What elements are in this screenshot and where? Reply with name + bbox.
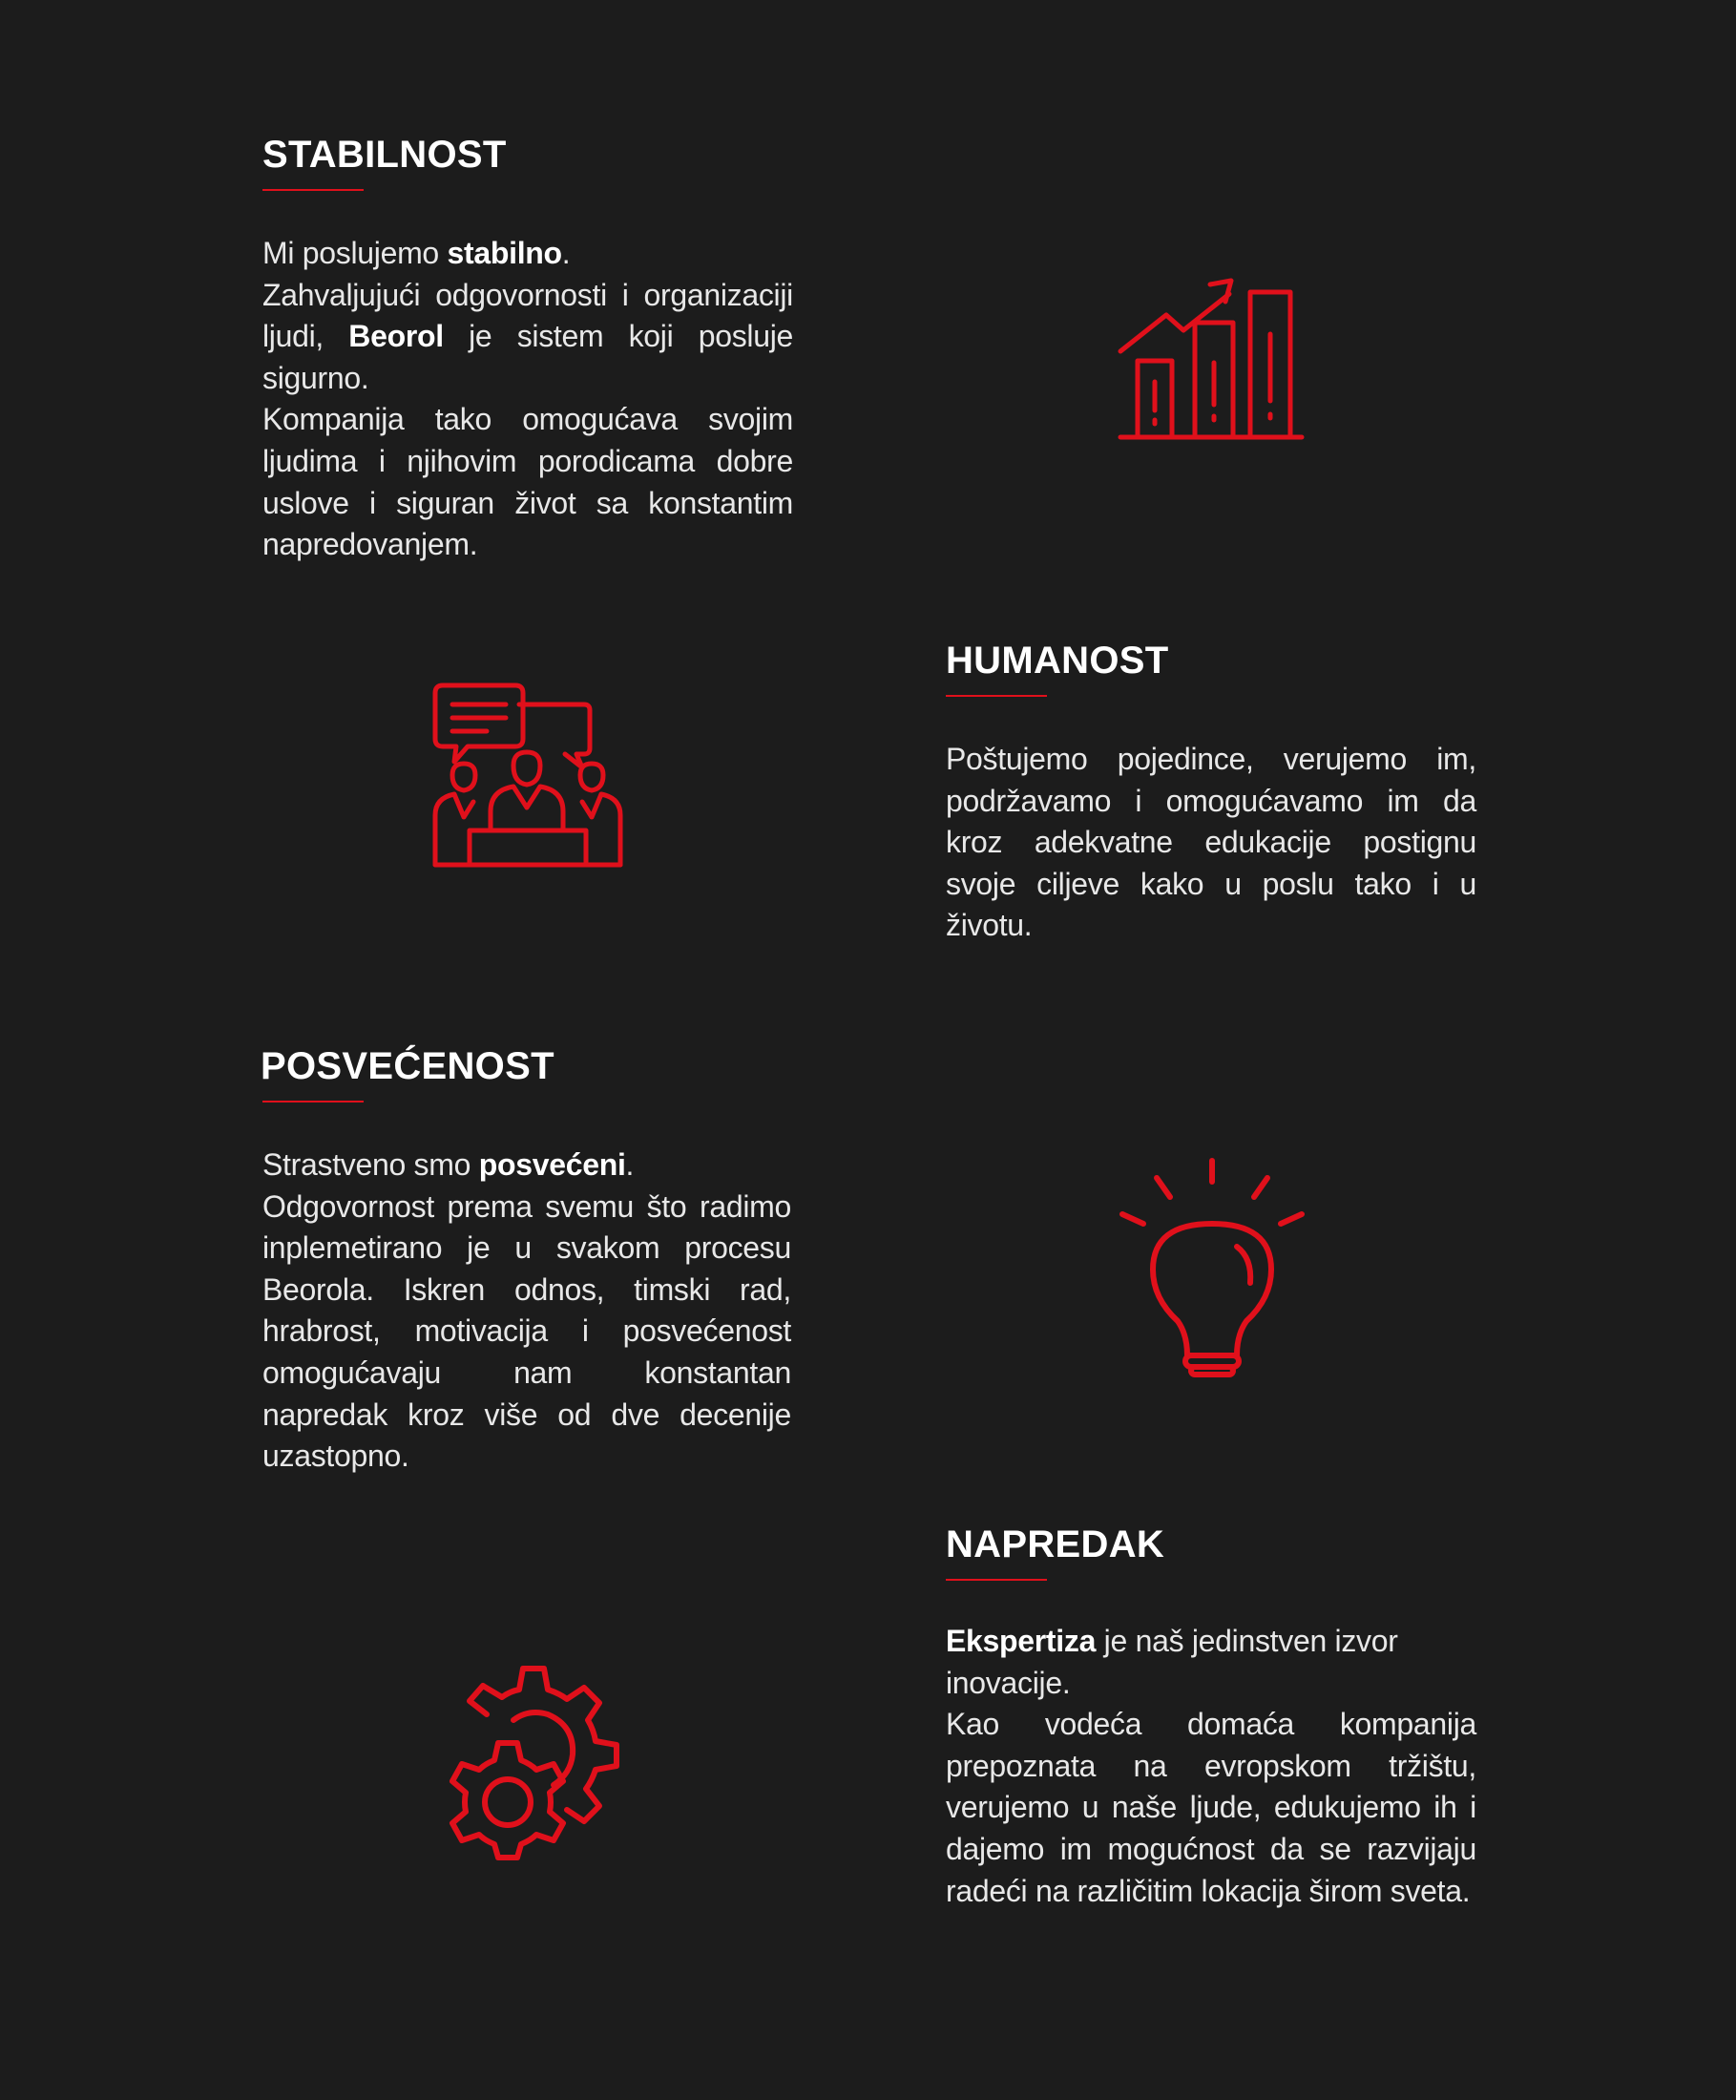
team-meeting-icon [433, 683, 624, 869]
humanost-text [946, 739, 1476, 947]
growth-chart-icon [1119, 277, 1306, 445]
posvecenost-paragraph-1: Strastveno smo posvećeni. [262, 1147, 635, 1182]
humanost-section [946, 638, 1476, 947]
stabilnost-paragraph-1: Mi poslujemo stabilno. [262, 236, 571, 270]
light-bulb-icon [1119, 1157, 1306, 1376]
posvecenost-paragraph-2: Odgovornost prema svemu što radimo inplemetirano je u svakom procesu Beorola. Iskren odnos, timski rad, hrabrost, motivacija i posvećenost omogućavaju nam konstantan napredak kroz više od dve decenije uzastopno. [262, 1188, 791, 1474]
stabilnost-paragraph-3: Kompanija tako omogućava svojim ljudima i njihovim porodicama dobre uslove i siguran život sa konstantim napredovanjem. [262, 402, 793, 562]
napredak-paragraph-2: Kao vodeća domaća kompanija prepoznata na evropskom tržištu, verujemo u naše ljude, edukujemo ih i dajemo im mogućnost da se razvijaju radeći na različitim lokacija širom sveta. [946, 1707, 1476, 1908]
napredak-title: NAPREDAK [946, 1523, 1165, 1565]
posvecenost-title: POSVEĆENOST [261, 1045, 554, 1087]
title-underline [946, 695, 1047, 697]
title-underline [946, 1579, 1047, 1581]
stabilnost-title: STABILNOST [262, 134, 507, 176]
napredak-paragraph-1: Ekspertiza je naš jedinstven izvor inovacije. [946, 1624, 1398, 1700]
stabilnost-text [262, 233, 793, 566]
humanost-paragraph-1: Poštujemo pojedince, verujemo im, podržavamo i omogućavamo im da kroz adekvatne edukacije postignu svoje ciljeve kako u poslu tako i u životu. [946, 742, 1476, 943]
title-underline [262, 1101, 364, 1102]
stabilnost-section [262, 132, 793, 566]
posvecenost-text [262, 1144, 791, 1478]
napredak-section [946, 1522, 1476, 1912]
title-underline [262, 189, 364, 191]
napredak-text [946, 1621, 1476, 1912]
stabilnost-paragraph-2: Zahvaljujući odgovornosti i organizaciji ljudi, Beorol je sistem koji posluje sigurno. [262, 277, 794, 395]
gears-icon [431, 1667, 626, 1858]
humanost-title: HUMANOST [946, 640, 1169, 682]
posvecenost-section [261, 1043, 791, 1478]
